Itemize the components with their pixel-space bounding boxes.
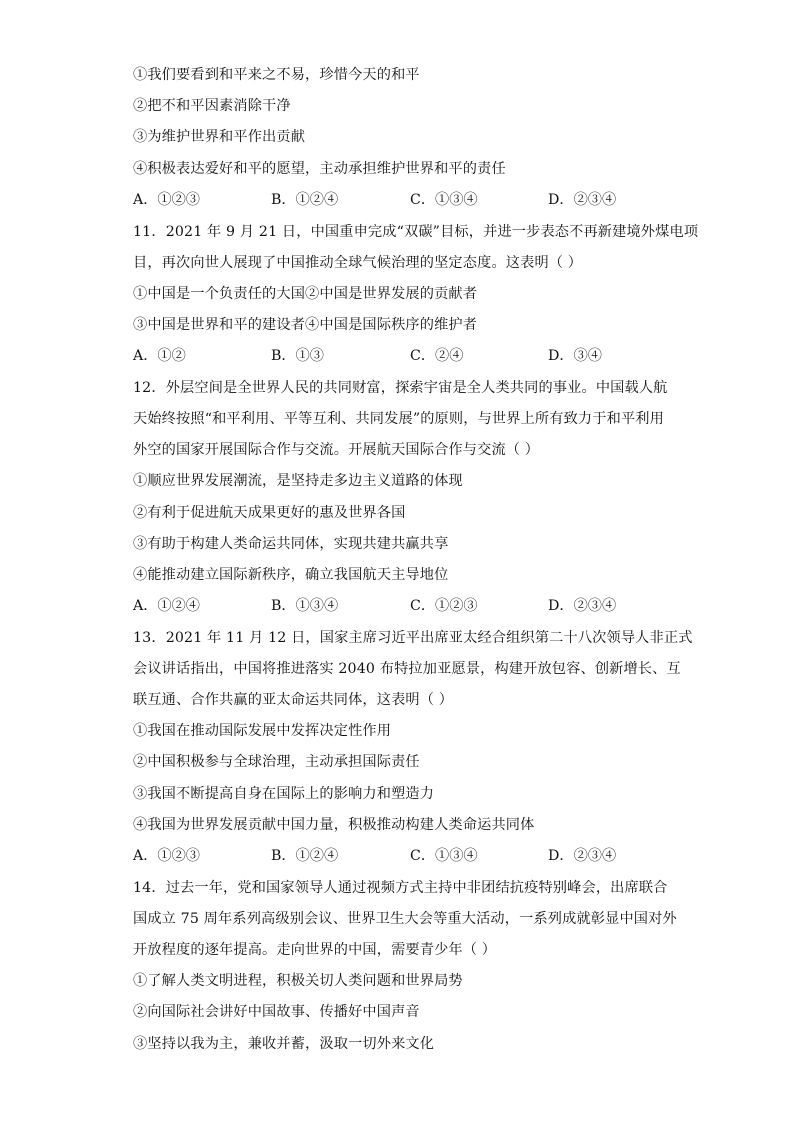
q12-option-a: A．①②④: [133, 598, 200, 614]
q10-statement-2: ②把不和平因素消除干净: [133, 98, 291, 114]
q13-stem-line-2: 会议讲话指出，中国将推进落实 2040 布特拉加亚愿景，构建开放包容、创新增长、互: [133, 661, 681, 677]
q13-statement-1: ①我国在推动国际发展中发挥决定性作用: [133, 723, 392, 739]
q12-statement-1: ①顺应世界发展潮流，是坚持走多边主义道路的体现: [133, 473, 463, 489]
q12-stem-line-2: 天始终按照“和平利用、平等互利、共同发展”的原则，与世界上所有致力于和平利用: [133, 411, 664, 427]
q11-option-a: A．①②: [133, 348, 186, 364]
q14-statement-1: ①了解人类文明进程，积极关切人类问题和世界局势: [133, 973, 463, 989]
q14-stem-line-1: 14．过去一年，党和国家领导人通过视频方式主持中非团结抗疫特别峰会，出席联合: [133, 880, 668, 896]
q13-options: [133, 845, 663, 867]
q13-option-c: C．①③④: [410, 848, 478, 864]
q13-option-b: B．①②④: [271, 848, 339, 864]
q13-statement-3: ③我国不断提高自身在国际上的影响力和塑造力: [133, 786, 435, 802]
q10-option-a: A．①②③: [133, 192, 200, 208]
q12-stem-line-1: 12．外层空间是全世界人民的共同财富，探索宇宙是全人类共同的事业。中国载人航: [133, 380, 668, 396]
q14-stem-line-3: 开放程度的逐年提高。走向世界的中国，需要青少年（ ）: [133, 942, 497, 958]
q10-option-d: D．②③④: [548, 192, 617, 208]
q13-stem-line-3: 联互通、合作共赢的亚太命运共同体，这表明（ ）: [133, 692, 454, 708]
q10-statement-4: ④积极表达爱好和平的愿望，主动承担维护世界和平的责任: [133, 161, 506, 177]
q14-stem-line-2: 国成立 75 周年系列高级别会议、世界卫生大会等重大活动，一系列成就彰显中国对外: [133, 911, 677, 927]
q11-statements-1: ①中国是一个负责任的大国②中国是世界发展的贡献者: [133, 286, 478, 302]
q11-stem-line-1: 11．2021 年 9 月 21 日，中国重申完成“双碳”目标，并进一步表态不再新建境外煤电项: [133, 224, 699, 240]
q11-options: [133, 345, 663, 367]
q14-statement-3: ③坚持以我为主，兼收并蓄，汲取一切外来文化: [133, 1036, 435, 1052]
q12-option-d: D．②③④: [548, 598, 617, 614]
q10-option-c: C．①③④: [410, 192, 478, 208]
q13-stem-line-1: 13．2021 年 11 月 12 日，国家主席习近平出席亚太经合组织第二十八次领导人非正式: [133, 630, 693, 646]
q13-statement-2: ②中国积极参与全球治理，主动承担国际责任: [133, 754, 420, 770]
q11-stem-line-2: 目，再次向世人展现了中国推动全球气候治理的坚定态度。这表明（ ）: [133, 255, 583, 271]
q13-option-a: A．①②③: [133, 848, 200, 864]
q13-option-d: D．②③④: [548, 848, 617, 864]
q11-option-b: B．①③: [271, 348, 324, 364]
q10-options: [133, 189, 663, 211]
q11-option-d: D．③④: [548, 348, 602, 364]
q14-statement-2: ②向国际社会讲好中国故事、传播好中国声音: [133, 1004, 420, 1020]
q12-statement-4: ④能推动建立国际新秩序，确立我国航天主导地位: [133, 567, 449, 583]
q11-statements-2: ③中国是世界和平的建设者④中国是国际秩序的维护者: [133, 317, 478, 333]
q12-statement-3: ③有助于构建人类命运共同体，实现共建共赢共享: [133, 536, 449, 552]
q12-options: [133, 595, 663, 617]
q12-statement-2: ②有利于促进航天成果更好的惠及世界各国: [133, 505, 406, 521]
q12-option-b: B．①③④: [271, 598, 339, 614]
q10-option-b: B．①②④: [271, 192, 339, 208]
q11-option-c: C．②④: [410, 348, 464, 364]
q13-statement-4: ④我国为世界发展贡献中国力量，积极推动构建人类命运共同体: [133, 817, 535, 833]
q12-stem-line-3: 外空的国家开展国际合作与交流。开展航天国际合作与交流（ ）: [133, 442, 540, 458]
q10-statement-1: ①我们要看到和平来之不易，珍惜今天的和平: [133, 67, 420, 83]
q10-statement-3: ③为维护世界和平作出贡献: [133, 129, 306, 145]
q12-option-c: C．①②③: [410, 598, 478, 614]
